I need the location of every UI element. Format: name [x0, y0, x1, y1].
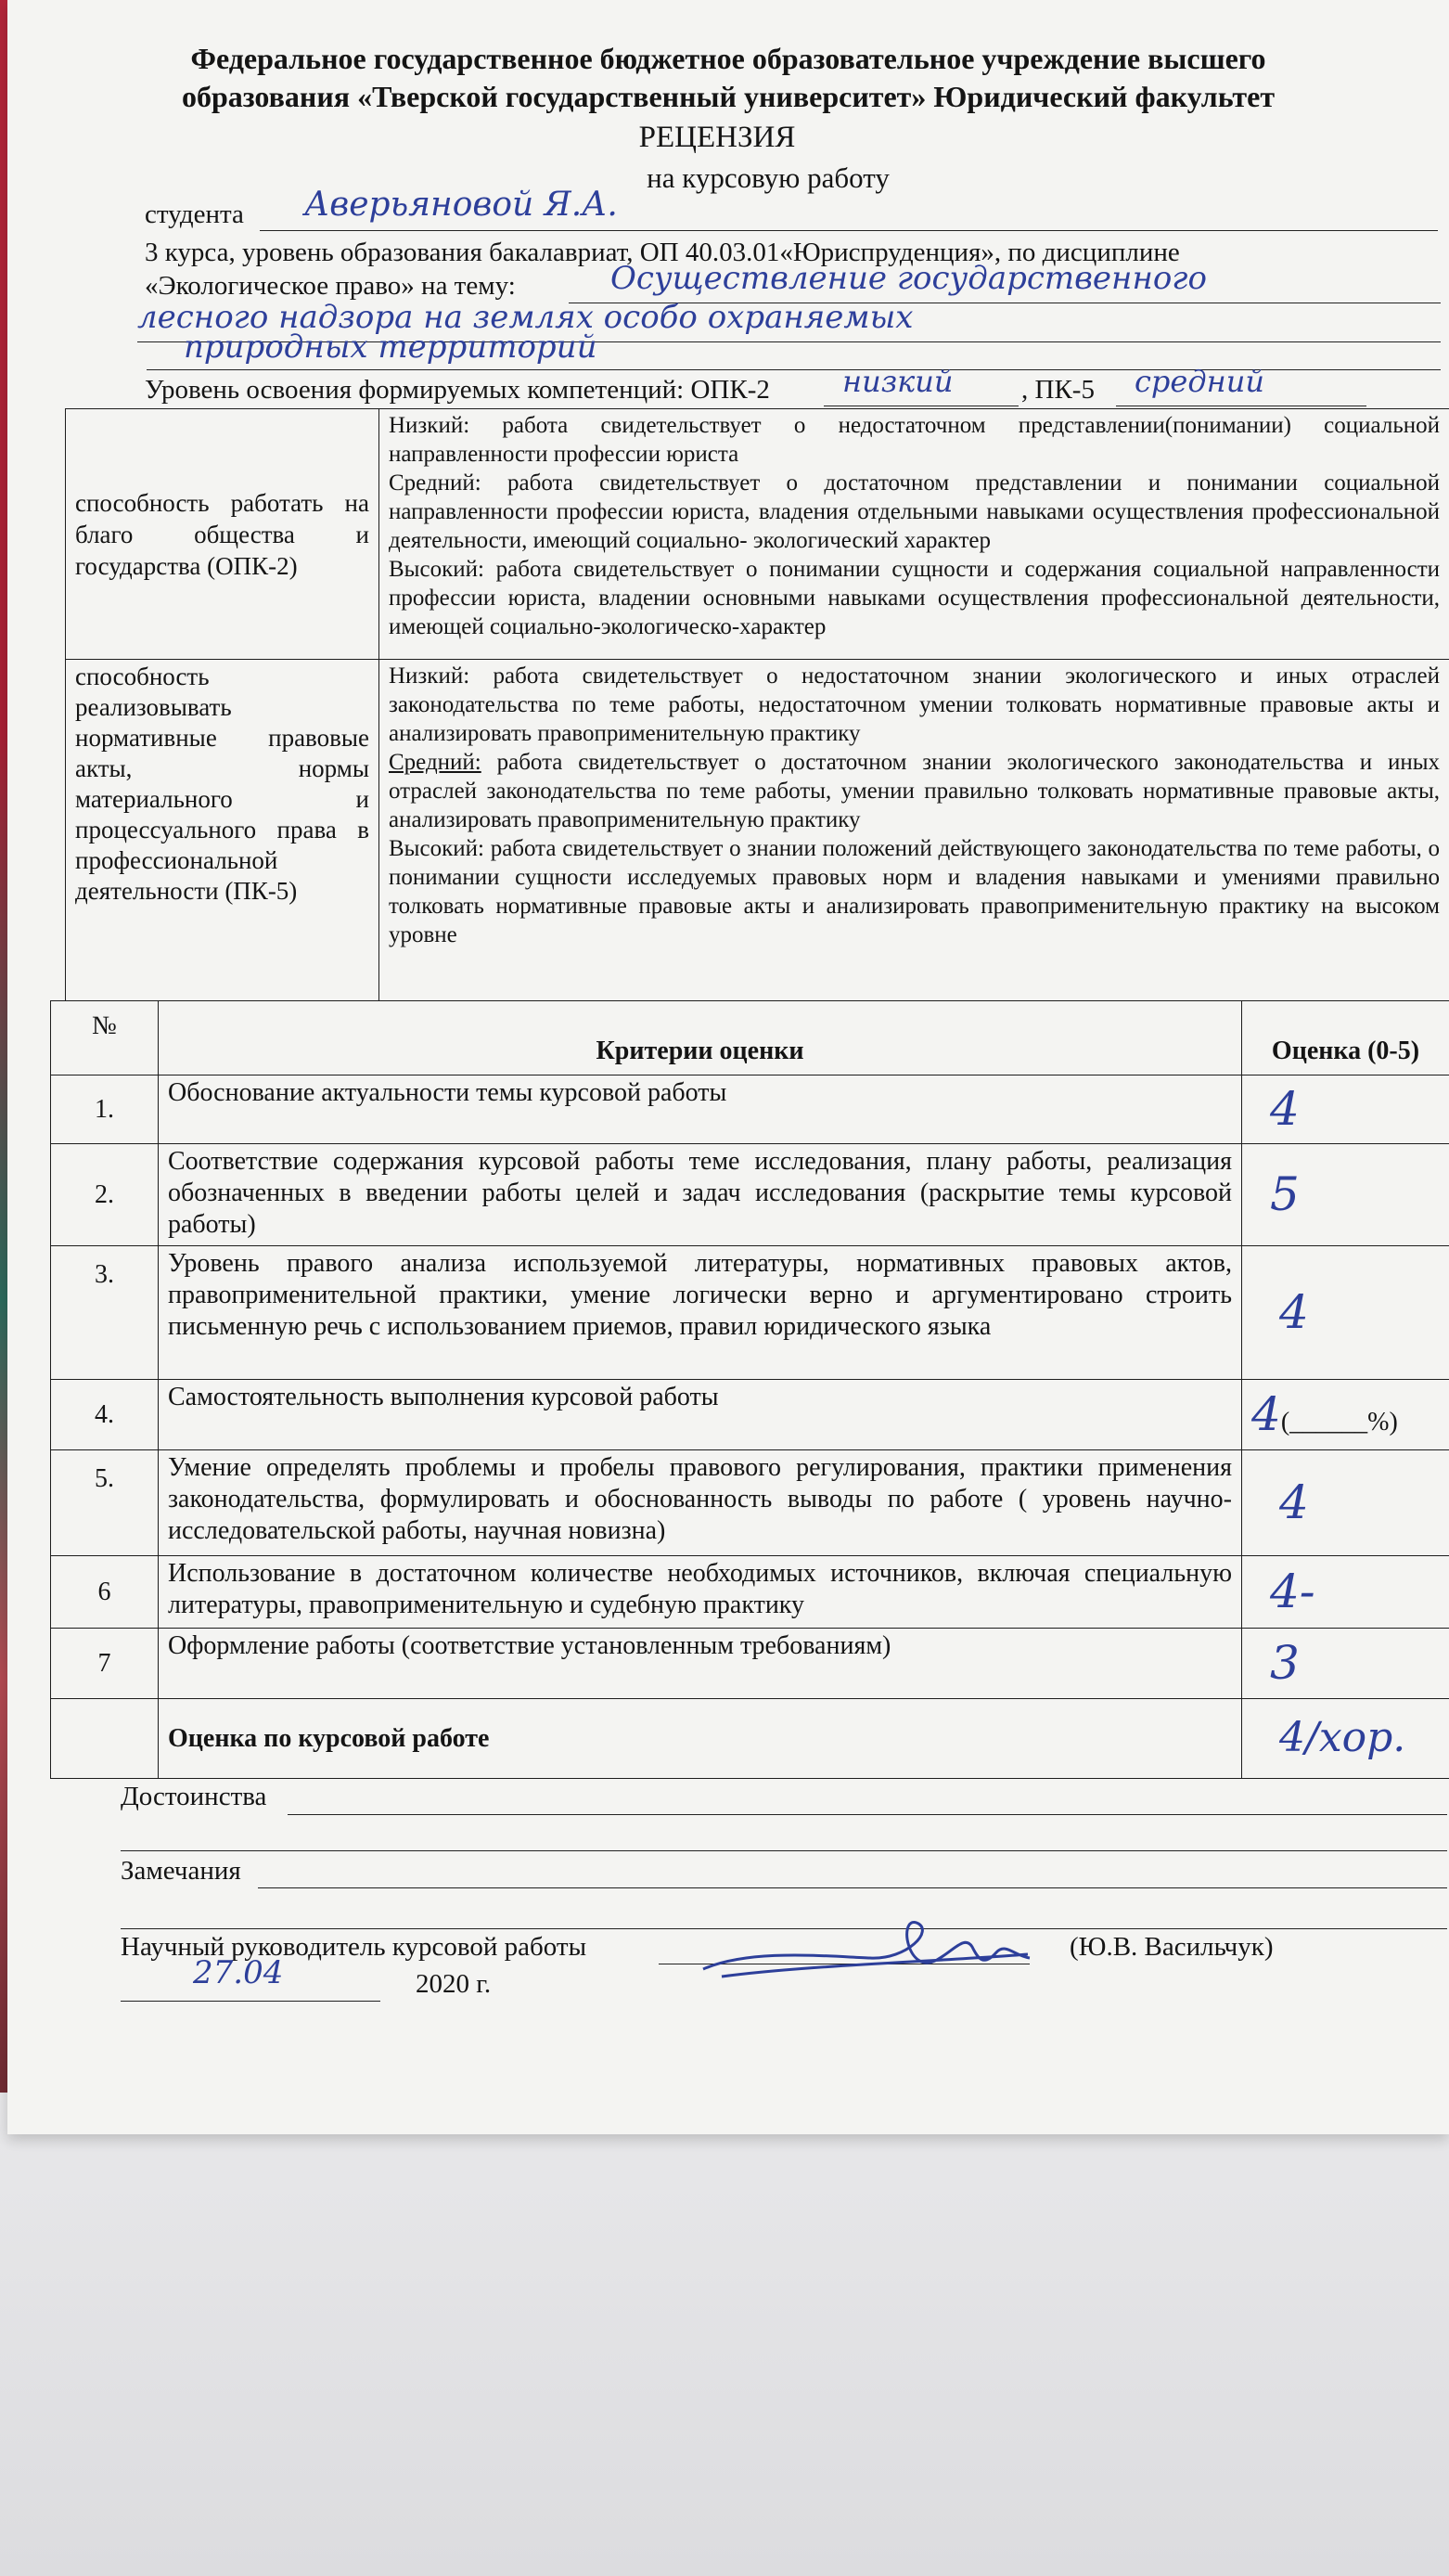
- level-high-label: Высокий:: [389, 557, 484, 582]
- supervisor-name: (Ю.В. Васильчук): [1070, 1932, 1274, 1962]
- criteria-num: 2.: [51, 1144, 159, 1246]
- course-line: 3 курса, уровень образования бакалавриат, ОП 40.03.01«Юриспруденция», по дисциплине: [145, 238, 1180, 267]
- topic-handwritten-1: Осуществление государственного: [610, 260, 1207, 297]
- supervisor-label: Научный руководитель курсовой работы: [121, 1932, 587, 1962]
- document-page: [7, 0, 1449, 2134]
- background-bottom: [0, 2093, 1449, 2576]
- criteria-num: 6: [51, 1556, 159, 1629]
- document-subtitle: на курсовую работу: [647, 161, 890, 194]
- criteria-text: Умение определять проблемы и пробелы правового регулирования, практики применения законодательства, формулировать и обоснованность выводы по работе ( уровень научно-исследовательской работы, научная новизна): [159, 1450, 1242, 1556]
- student-label: студента: [145, 200, 244, 229]
- competence-levels-opk2: [379, 409, 1449, 660]
- criteria-text: Самостоятельность выполнения курсовой работы: [159, 1380, 1242, 1450]
- criteria-table: [50, 1000, 1449, 1779]
- criteria-score-handwritten: 5: [1270, 1167, 1300, 1221]
- level-mid-text: работа свидетельствует о достаточном представлении и понимании социальной направленности профессии юриста, владения отдельными навыками осуществления профессиональной деятельности, имеющий социально- экологический характер: [389, 470, 1440, 553]
- pk5-level-handwritten: средний: [1135, 364, 1264, 399]
- criteria-num: 7: [51, 1629, 159, 1699]
- discipline-line: «Экологическое право» на тему:: [145, 271, 516, 301]
- level-low-label: Низкий:: [389, 413, 470, 438]
- competence-levels-pk5: [379, 660, 1449, 1001]
- criteria-text: Оформление работы (соответствие установленным требованиям): [159, 1629, 1242, 1699]
- competence-name-pk5: способность реализовывать нормативные правовые акты, нормы материального и процессуального права в профессиональной деятельности (ПК-5): [66, 660, 379, 1001]
- date-handwritten: 27.04: [193, 1954, 284, 1991]
- date-underline: [121, 2001, 380, 2002]
- competence-label: Уровень освоения формируемых компетенций: ОПК-2: [145, 375, 770, 405]
- header-line-1: Федеральное государственное бюджетное образовательное учреждение высшего: [190, 42, 1266, 75]
- col-criteria-header: Критерии оценки: [159, 1001, 1242, 1075]
- year-label: 2020 г.: [416, 1969, 492, 1999]
- total-label: Оценка по курсовой работе: [159, 1699, 1242, 1779]
- criteria-score-handwritten: 4: [1279, 1285, 1309, 1339]
- criteria-score-handwritten: 4: [1251, 1387, 1281, 1441]
- criteria-row: [51, 1246, 1449, 1380]
- criteria-row: [51, 1629, 1449, 1699]
- competence-name-opk2: способность работать на благо общества и государства (ОПК-2): [66, 409, 379, 660]
- merits-label: Достоинства: [121, 1782, 267, 1811]
- level-mid-text: работа свидетельствует о достаточном знании экологического законодательства и иных отраслей законодательства по теме работы, умении правильно толковать нормативные правовые акты, анализировать правоприменительную практику: [389, 750, 1441, 832]
- student-underline: [260, 230, 1438, 231]
- criteria-row: [51, 1075, 1449, 1144]
- remarks-underline: [258, 1887, 1447, 1888]
- student-name-handwritten: Аверьяновой Я.А.: [304, 186, 618, 224]
- criteria-text: Использование в достаточном количестве необходимых источников, включая специальную литературы, правоприменительную и судебную практику: [159, 1556, 1242, 1629]
- percent-blank: (______%): [1280, 1408, 1398, 1436]
- merits-underline-2: [121, 1850, 1447, 1851]
- level-mid-label: Средний:: [389, 470, 481, 496]
- criteria-text: Соответствие содержания курсовой работы теме исследования, плану работы, реализация обозначенных в введении работы целей и задач исследования (раскрытие темы курсовой работы): [159, 1144, 1242, 1246]
- criteria-num: 4.: [51, 1380, 159, 1450]
- level-low-text: работа свидетельствует о недостаточном знании экологического и иных отраслей законодательства по теме работы, недостаточном умении толковать нормативные правовые акты и анализировать правоприменительную практику: [389, 663, 1440, 746]
- criteria-score-handwritten: 3: [1270, 1636, 1300, 1690]
- level-high-text: работа свидетельствует о знании положений действующего законодательства по теме работы, о понимании сущности исследуемых правовых норм и владения навыками и умениями правильно толковать нормативные правовые акты и анализировать правоприменительную практику на высоком уровне: [389, 836, 1441, 947]
- topic-handwritten-3: природных территорий: [184, 328, 597, 366]
- criteria-num: 3.: [51, 1246, 159, 1380]
- competences-table: [65, 408, 1449, 1001]
- level-high-label: Высокий:: [389, 836, 484, 861]
- criteria-score-handwritten: 4: [1279, 1475, 1309, 1529]
- criteria-row: [51, 1144, 1449, 1246]
- criteria-row: [51, 1450, 1449, 1556]
- merits-underline: [288, 1814, 1447, 1815]
- criteria-header-row: [51, 1001, 1449, 1075]
- criteria-score-handwritten: 4: [1270, 1082, 1300, 1136]
- criteria-num: 1.: [51, 1075, 159, 1144]
- criteria-row: [51, 1380, 1449, 1450]
- pk5-label: , ПК-5: [1021, 375, 1095, 405]
- opk2-level-handwritten: низкий: [842, 364, 954, 399]
- level-mid-label: Средний:: [389, 750, 481, 775]
- total-score-handwritten: 4/хор.: [1279, 1714, 1406, 1761]
- topic-handwritten-2: лесного надзора на землях особо охраняемых: [137, 299, 914, 336]
- competence-row-pk5: [66, 660, 1449, 1001]
- competence-row-opk2: [66, 409, 1449, 660]
- criteria-score-handwritten: 4-: [1270, 1565, 1315, 1618]
- criteria-text: Обоснование актуальности темы курсовой работы: [159, 1075, 1242, 1144]
- level-low-label: Низкий:: [389, 663, 470, 689]
- criteria-row: [51, 1556, 1449, 1629]
- criteria-total-row: [51, 1699, 1449, 1779]
- level-high-text: работа свидетельствует о понимании сущности и содержания социальной направленности профессии юриста, владении основными навыками осуществления профессиональной деятельности, имеющей социально-экологическо-характер: [389, 557, 1441, 639]
- criteria-num: 5.: [51, 1450, 159, 1556]
- col-score-header: Оценка (0-5): [1242, 1001, 1449, 1075]
- criteria-text: Уровень правого анализа используемой литературы, нормативных правовых актов, правоприменительной практики, умение логически верно и аргументировано строить письменную речь с использованием приемов, правил юридического языка: [159, 1246, 1242, 1380]
- col-num-header: №: [51, 1001, 159, 1075]
- header-line-2: образования «Тверской государственный университет» Юридический факультет: [181, 80, 1276, 113]
- signature: [694, 1912, 1037, 1995]
- document-title: РЕЦЕНЗИЯ: [638, 121, 796, 154]
- remarks-label: Замечания: [121, 1856, 241, 1886]
- level-low-text: работа свидетельствует о недостаточном представлении(понимании) социальной направленности профессии юриста: [389, 413, 1440, 467]
